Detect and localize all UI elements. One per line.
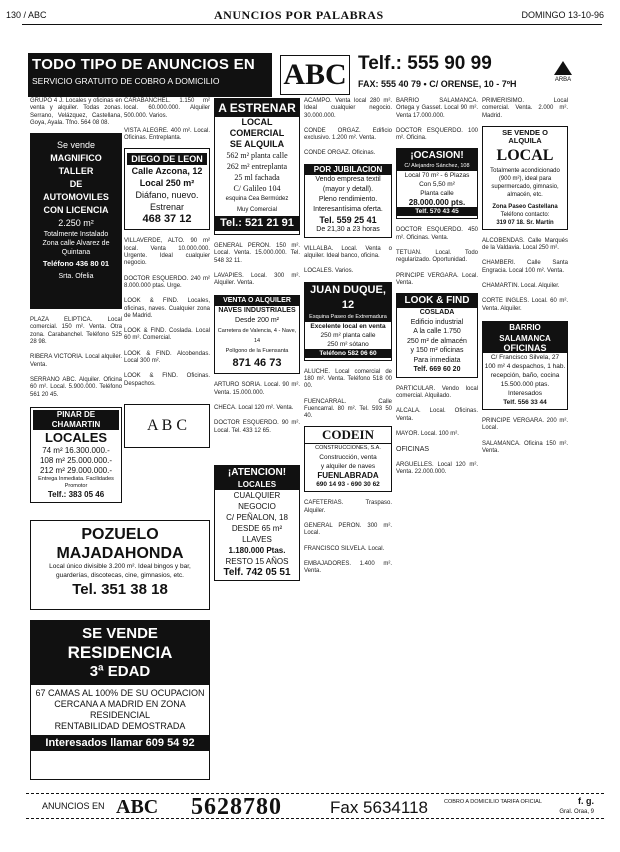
ad-line: TALLER <box>58 166 94 177</box>
ad-line: NEGOCIO <box>238 501 276 511</box>
ad-line: 319 07 18. Sr. Martín <box>496 219 554 226</box>
page-footer <box>26 793 604 819</box>
ad-line: Teléfono 582 06 60 <box>305 349 391 358</box>
column-1 <box>30 98 122 503</box>
ad-line: 250 m² de almacén <box>407 337 467 345</box>
ad-line: LOCAL <box>496 146 554 164</box>
column-4 <box>304 98 392 576</box>
ad-line: De 21,30 a 23 horas <box>316 225 380 233</box>
top-banner <box>28 53 576 97</box>
ad-line: LOCALES <box>215 479 299 490</box>
classified-text: PARTICULAR. Vendo local comercial. Alquilado. <box>396 385 478 400</box>
column-5 <box>396 98 478 476</box>
classified-text: DOCTOR ESQUERDO. 90 m². Local. Tel. 433 12 65. <box>214 420 300 434</box>
ad-line: A ESTRENAR <box>215 99 299 117</box>
ad-residencia-line: SE VENDE <box>82 625 158 642</box>
ad-look-find-coslada <box>396 293 478 378</box>
ad-taller <box>30 133 122 309</box>
classified-text: GRUPO 4 J. Locales y oficinas en venta y alquiler. Todas zonas. Serrano, Velázquez, Castellana, Goya, Ayala. Tfno. 564 08 08. <box>30 98 122 126</box>
classified-text: VISTA ALEGRE. 400 m². Local. Oficinas. Entreplanta. <box>124 127 210 142</box>
classified-text: ARTURO SORIA. Local. 90 m². Venta. 15.000.000. <box>214 382 300 396</box>
classified-text: LOOK & FIND. Alcobendas. Local 300 m². <box>124 350 210 365</box>
ad-line: 15.500.000 ptas. Interesados <box>500 380 550 397</box>
ad-line: Estrenar <box>149 202 184 213</box>
page-header <box>6 8 614 22</box>
ad-line: SE VENDE O ALQUILA <box>502 127 548 145</box>
ad-line: RESTO 15 AÑOS <box>225 556 289 566</box>
classified-text: ALUCHE. Local comercial de 180 m². Venta. Teléfono 518 00 00. <box>304 368 392 390</box>
ad-line: LOOK & FIND <box>397 294 477 308</box>
classified-text: CHAMBERI. Calle Santa Engracia. Local 100 m². Venta. <box>482 260 568 274</box>
footer-sig-address: Gral. Oraa, 9 <box>559 809 594 815</box>
classified-text: DOCTOR ESQUERDO. 100 m². Oficina. <box>396 127 478 142</box>
ad-a-estrenar <box>214 98 300 235</box>
ad-line: 25 ml fachada <box>234 173 280 182</box>
classified-text: GENERAL PERON. 300 m². Local. <box>304 523 392 537</box>
ad-abc: A B C <box>124 404 210 448</box>
ad-line: JUAN DUQUE, 12 <box>305 283 391 313</box>
ad-line: (mayor y detall). <box>322 185 374 193</box>
ad-line: Totalmente acondicionado (900 m²), ideal para supermercado, gimnasio, almacén, etc. <box>490 167 560 198</box>
ad-line: y alquiler de naves <box>320 463 376 471</box>
classified-text: CHECA. Local 120 m². Venta. <box>214 405 294 412</box>
classified-text: ARGUELLES. Local 120 m². Venta. 22.000.000. <box>396 461 478 475</box>
ad-line: Tel.: 521 21 91 <box>215 216 299 231</box>
ad-line: 100 m² 4 despachos, 1 hab. <box>484 362 566 370</box>
banner-line2: SERVICIO GRATUITO DE COBRO A DOMICILIO <box>32 76 220 86</box>
ad-pozuelo-title: POZUELO <box>81 526 159 543</box>
ad-line: A la calle 1.750 <box>413 328 461 336</box>
issue-date: DOMINGO 13-10-96 <box>521 10 604 20</box>
classified-text: ALCALA. Local. Oficinas. Venta. <box>396 408 478 422</box>
ad-pozuelo-body: Local único divisible 3.200 m². Ideal bingos y bar, guarderías, discotecas, cine, gimnasios, etc. <box>49 563 191 579</box>
banner-fax: FAX: 555 40 79 • C/ ORENSE, 10 - 7ºH <box>358 79 517 89</box>
ad-line: CONSTRUCCIONES, S.A. <box>315 445 381 452</box>
ad-pozuelo-title2: MAJADAHONDA <box>56 545 184 562</box>
ad-line: Entrega Inmediata. Facilidades Promotor <box>38 475 114 489</box>
ad-line: Edificio industrial <box>410 318 464 326</box>
ad-line: Telf.: 383 05 46 <box>47 489 105 499</box>
section-oficinas: OFICINAS <box>396 446 430 454</box>
ad-line: esquina Cea Bermúdez <box>225 196 289 202</box>
classified-text: RIBERA VICTORIA. Local alquiler. Venta. <box>30 354 122 368</box>
ad-line: CON LICENCIA <box>43 205 109 216</box>
ad-residencia-phone: Interesados llamar 609 54 92 <box>31 735 209 751</box>
ad-line: ¡ATENCION! <box>215 466 299 479</box>
ad-juan-duque <box>304 282 392 361</box>
ad-line: 1.180.000 Ptas. <box>228 545 286 555</box>
column-3 <box>214 98 300 581</box>
header-rule <box>22 24 602 25</box>
ad-line: DIEGO DE LEON <box>127 153 207 165</box>
classified-text: SERRANO ABC. Alquiler. Oficina 60 m². Local. 5.900.000. Teléfono 561 20 45. <box>30 376 122 398</box>
ad-line: Zona Paseo Castellana <box>492 203 558 210</box>
ad-line: Local 250 m² <box>139 178 195 189</box>
ad-line: ¡OCASION! <box>397 149 477 162</box>
classified-text: CHAMARTIN. Local. Alquiler. <box>482 283 560 290</box>
ad-line: Teléfono contacto: <box>500 211 550 218</box>
ad-local-castellana <box>482 126 568 230</box>
classified-text: SALAMANCA. Oficina 150 m². Venta. <box>482 440 568 454</box>
ad-line: Telf. 570 43 45 <box>397 207 477 216</box>
classified-text: CONDE ORGAZ. Oficinas. <box>304 150 376 157</box>
ad-por-jubilacion <box>304 164 392 238</box>
ad-diego-de-leon <box>124 148 210 230</box>
ad-line: C/ Francisco Silvela, 27 <box>490 353 560 361</box>
classified-text: DOCTOR ESQUERDO. 450 m². Oficinas. Venta. <box>396 227 478 241</box>
footer-anuncios: ANUNCIOS EN <box>42 801 105 811</box>
ad-line: Esquina Paseo de Extremadura <box>305 313 391 322</box>
ad-line: 108 m² 25.000.000.- <box>39 455 113 465</box>
ad-pozuelo <box>30 520 210 610</box>
ad-line: Con 5,50 m² <box>419 181 455 189</box>
ad-line: 562 m² planta calle <box>226 151 288 160</box>
ad-line: Se vende <box>56 140 96 151</box>
footer-fax: Fax 5634118 <box>330 798 428 817</box>
ad-line: Polígono de la Fuensanta <box>225 348 289 355</box>
ad-pozuelo-phone: Tel. 351 38 18 <box>72 581 168 598</box>
banner-line1: TODO TIPO DE ANUNCIOS EN <box>32 56 256 73</box>
classified-text: VILLAVERDE, ALTO. 90 m² local. Venta 10.000.000. Urgente. Ideal cualquier negocio. <box>124 238 210 267</box>
ad-line: 690 14 93 - 690 30 62 <box>316 481 380 489</box>
ad-line: y 150 m² oficinas <box>410 347 464 355</box>
classified-text: LAVAPIES. Local. 300 m². Alquiler. Venta. <box>214 272 300 287</box>
classified-text: TETUAN. Local. Todo regularizado. Oportunidad. <box>396 250 478 264</box>
arba-logo <box>550 59 576 93</box>
ad-residencia-line: 3ª EDAD <box>89 663 151 680</box>
ad-line: Zona calle Alvarez de Quintana <box>42 240 110 257</box>
ad-ocasion <box>396 148 478 219</box>
ad-line: 262 m² entreplanta <box>226 162 288 171</box>
ad-line: Tel. 559 25 41 <box>319 214 377 225</box>
footer-sig: f. g. <box>578 796 594 806</box>
ad-line: PINAR DE CHAMARTIN <box>33 410 119 430</box>
ad-naves-industriales <box>214 295 300 374</box>
column-6 <box>482 98 568 455</box>
classified-text: FRANCISCO SILVELA. Local. <box>304 545 385 552</box>
ad-line: 2.250 m² <box>58 218 94 229</box>
classified-text: LOOK & FIND. Oficinas. Despachos. <box>124 373 210 387</box>
classified-text: PLAZA ELIPTICA. Local comercial. 150 m². Venta. Otra zona. Carabanchel. Teléfono 525 28 98. <box>30 317 122 346</box>
classified-text: PRIMERISIMO. Local comercial. Venta. 2.000 m². Madrid. <box>482 98 568 119</box>
classified-text: LOOK & FIND. Locales, oficinas, naves. Cualquier zona de Madrid. <box>124 298 210 319</box>
classified-text: PRINCIPE VERGARA. Local. Venta. <box>396 272 478 286</box>
ad-barrio-salamanca <box>482 321 568 410</box>
footer-note: COBRO A DOMICILIO TARIFA OFICIAL <box>444 799 542 805</box>
classified-text: CONDE ORGAZ. Edificio exclusivo. 1.200 m². Venta. <box>304 127 392 142</box>
ad-residencia <box>30 620 210 780</box>
ad-line: Desde 200 m² <box>235 317 279 325</box>
ad-line: BARRIO SALAMANCA <box>483 322 567 344</box>
ad-line: AUTOMOVILES <box>43 192 109 203</box>
ad-line: 250 m² sótano <box>327 340 369 348</box>
ad-line: LLAVES <box>242 534 272 544</box>
ad-line: CODEIN <box>305 427 391 444</box>
classified-text: LOOK & FIND. Coslada. Local 60 m². Comercial. <box>124 328 210 342</box>
ad-line: OFICINAS <box>483 344 567 353</box>
ad-line: 212 m² 29.000.000.- <box>39 465 113 475</box>
classified-text: ALCOBENDAS. Calle Marqués de la Valdavia. Local 250 m². <box>482 237 568 252</box>
classified-text: DOCTOR ESQUERDO. 240 m² 8.000.000 ptas. Urge. <box>124 275 210 289</box>
ad-residencia-line: RESIDENCIA <box>67 643 173 662</box>
classified-text: LOCALES. Varios. <box>304 268 354 275</box>
ad-line: Para inmediata <box>413 356 461 364</box>
ad-line: Diáfano, nuevo. <box>135 190 199 201</box>
ad-line: DESDE 65 m² <box>231 523 283 533</box>
ad-residencia-body: 67 CAMAS AL 100% DE SU OCUPACION CERCANA A MADRID EN ZONA RESIDENCIAL RENTABILIDAD DEMOSTRADA <box>35 688 205 731</box>
column-2 <box>124 98 210 448</box>
ad-line: Teléfono 436 80 01 <box>42 259 110 269</box>
ad-codein <box>304 426 392 492</box>
footer-phone: 5628780 <box>191 794 282 820</box>
ad-line: FUENLABRADA <box>317 471 379 481</box>
ad-atencion-locales <box>214 465 300 581</box>
classified-text: BARRIO SALAMANCA. Ortega y Gasset. Local 90 m². Venta 17.000.000. <box>396 98 478 119</box>
ad-line: C/ Alejandro Sánchez, 108 <box>397 162 477 171</box>
footer-abc-logo: ABC <box>116 796 159 818</box>
arba-label: ARBA <box>554 77 572 83</box>
ad-line: Carretera de Valencia, 4 - Nave, 14 <box>217 328 297 345</box>
ad-line: Vendo empresa textil <box>315 175 381 183</box>
ad-line: 250 m² planta calle <box>320 331 376 339</box>
classified-text: GENERAL PERON. 150 m². Local. Venta. 15.000.000. Tel. 548 32 11. <box>214 243 300 264</box>
ad-line: Interesantísima oferta. <box>313 205 383 213</box>
ad-line: Local 70 m² - 6 Plazas <box>404 172 470 180</box>
classified-text: EMBAJADORES. 1.400 m². Venta. <box>304 560 392 575</box>
classified-text: ACAMPO. Venta local 280 m². Ideal cualquier negocio. 30.000.000. <box>304 98 392 119</box>
triangle-icon <box>554 61 572 75</box>
banner-abc-logo: ABC <box>280 55 350 95</box>
ad-line: Construcción, venta <box>319 454 377 462</box>
page-number: 130 / ABC <box>6 10 47 20</box>
ad-line: CUALQUIER <box>233 490 281 500</box>
classified-text: FUENCARRAL. Calle Fuencarral. 80 m². Tel. 593 50 40. <box>304 398 392 420</box>
ad-line: DE <box>69 179 83 190</box>
ad-line: C/ PEÑALON, 18 <box>226 512 288 522</box>
ad-line: NAVES INDUSTRIALES <box>218 307 296 315</box>
ad-line: VENTA O ALQUILER <box>215 296 299 306</box>
classified-text: CORTE INGLES. Local. 60 m². Venta. Alquiler. <box>482 298 568 312</box>
section-title: ANUNCIOS POR PALABRAS <box>214 8 384 22</box>
classified-text: CAFETERIAS. Traspaso. Alquiler. <box>304 500 392 514</box>
ad-line: MAGNIFICO <box>50 153 102 164</box>
ad-line: Excelente local en venta <box>310 322 386 330</box>
classified-text: MAYOR. Local. 100 m². <box>396 430 459 437</box>
ad-line: recepción, baño, cocina <box>490 371 560 379</box>
ad-pinar-chamartin <box>30 407 122 503</box>
ad-line: LOCALES <box>44 429 108 445</box>
classified-text: CARABANCHEL. 1.150 m² local. 60.000.000. Alquiler 500.000. Varios. <box>124 98 210 119</box>
ad-line: COSLADA <box>419 309 455 317</box>
ad-line: Telf. 556 33 44 <box>503 398 547 406</box>
ad-line: Totalmente Instalado <box>43 231 109 239</box>
banner-left-block <box>28 53 272 97</box>
ad-line: 74 m² 16.300.000.- <box>42 445 110 455</box>
ad-line: Telf. 669 60 20 <box>413 366 461 374</box>
ad-line: Planta calle <box>420 190 454 198</box>
classified-text: VILLALBA. Local. Venta o alquiler. Ideal banco, oficina. <box>304 245 392 260</box>
ad-residencia-head <box>31 621 209 685</box>
ad-line: 468 37 12 <box>142 213 192 226</box>
banner-phone: Telf.: 555 90 99 <box>358 53 492 74</box>
ad-line: SE ALQUILA <box>229 139 285 149</box>
ad-line: C/ Galileo 104 <box>233 184 281 193</box>
ad-line: LOCAL COMERCIAL <box>229 117 285 138</box>
ad-line: Pleno rendimiento. <box>318 195 378 203</box>
ad-line: Srta. Ofelia <box>58 273 94 281</box>
ad-line: Calle Azcona, 12 <box>131 166 203 177</box>
ad-line: 871 46 73 <box>232 357 282 370</box>
ad-line: POR JUBILACION <box>305 165 391 175</box>
ad-line: Muy Comercial <box>236 207 277 213</box>
classified-text: PRINCIPE VERGARA. 200 m². Local. <box>482 417 568 432</box>
footer-signature <box>559 797 594 817</box>
ad-line: Telf. 742 05 51 <box>223 566 291 578</box>
ad-line: 28.000.000 pts. <box>408 198 466 208</box>
